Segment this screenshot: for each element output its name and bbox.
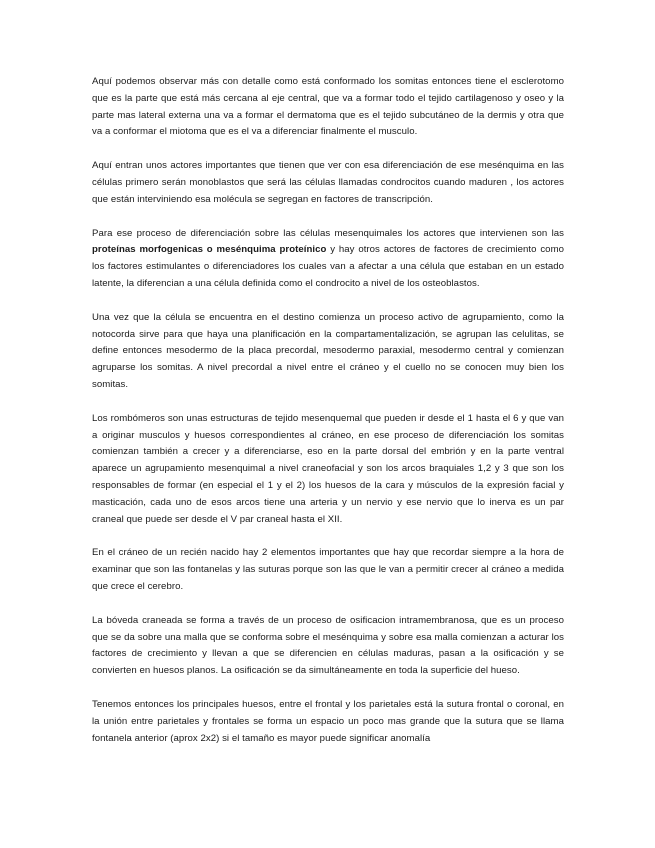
- paragraph-somitas: [92, 74, 564, 141]
- paragraph-craneo: [92, 545, 564, 595]
- bold-term: proteínas morfogenicas o mesénquima proteínico: [92, 244, 327, 256]
- paragraph-agrupamiento: [92, 310, 564, 394]
- paragraph-text: Los rombómeros son unas estructuras de tejido mesenquemal que pueden ir desde el 1 hasta el 6 y que van a originar musculos y huesos correspondientes al cráneo, en ese proceso de diferenciación los somitas comienzan también a crecer y a diferenciarse, eso en la parte dorsal del embrión y en la parte ventral aparece un agrupamiento mesenquimal a nivel craneofacial y son los arcos braquiales 1,2 y 3 que son los responsables de formar (en especial el 1 y el 2) los huesos de la cara y músculos de la expresión facial y masticación, cada uno de esos arcos tiene una arteria y un nervio y ese nervio que lo inerva es un par craneal que puede ser desde el V par craneal hasta el XII.: [92, 412, 564, 525]
- paragraph-rombomeros: [92, 411, 564, 529]
- paragraph-actores: [92, 158, 564, 208]
- paragraph-text: Una vez que la célula se encuentra en el destino comienza un proceso activo de agrupamiento, como la notocorda sirve para que haya una planificación en la compartamentalización, se agrupan las celulitas, se define entonces mesodermo de la placa precordal, mesodermo paraxial, mesodermo central y comienzan agruparse los somitas. A nivel precordal a nivel entre el cráneo y el cuello no se conocen muy bien los somitas.: [92, 311, 564, 390]
- paragraph-boveda: [92, 613, 564, 680]
- document-body: [92, 74, 564, 764]
- paragraph-text: y hay otros actores de factores de crecimiento como los factores estimulantes o diferenciadores los cuales van a afectar a una célula que estaban en un estado latente, la diferencian a una célula definida como el condrocito a nivel de los osteoblastos.: [92, 244, 564, 289]
- paragraph-huesos: [92, 697, 564, 747]
- paragraph-text: Aquí entran unos actores importantes que tienen que ver con esa diferenciación de ese mesénquima en las células primero serán monoblastos que será las células llamadas condrocitos cuando maduren , los actores que están interviniendo esa molécula se segregan en factores de transcripción.: [92, 160, 564, 205]
- paragraph-text: Tenemos entonces los principales huesos, entre el frontal y los parietales está la sutura frontal o coronal, en la unión entre parietales y frontales se forma un espacio un poco mas grande que la sutura que se llama fontanela anterior (aprox 2x2) si el tamaño es mayor puede significar anomalía: [92, 698, 564, 744]
- paragraph-diferenciacion: [92, 226, 564, 293]
- paragraph-text: Para ese proceso de diferenciación sobre las células mesenquimales los actores que intervienen son las: [92, 227, 564, 239]
- paragraph-text: Aquí podemos observar más con detalle como está conformado los somitas entonces tiene el esclerotomo que es la parte que está más cercana al eje central, que va a formar todo el tejido cartilagenoso y oseo y la parte mas lateral externa una va a formar el dermatoma que es el tejido subcutáneo de la dermis y otra que va a conformar el miotoma que es el va a diferenciar finalmente el musculo.: [92, 76, 564, 138]
- paragraph-text: En el cráneo de un recién nacido hay 2 elementos importantes que hay que recordar siempre a la hora de examinar que son las fontanelas y las suturas porque son las que le van a permitir crecer al cráneo a medida que crece el cerebro.: [92, 547, 564, 592]
- paragraph-text: La bóveda craneada se forma a través de un proceso de osificacion intramembranosa, que es un proceso que se da sobre una malla que se conforma sobre el mesénquima y sobre esa malla comienzan a acturar los factores de crecimiento y llevan a que se diferencien en células maduras, pasan a la osificación y se convierten en huesos planos. La osificación se da simultáneamente en toda la superficie del hueso.: [92, 614, 564, 677]
